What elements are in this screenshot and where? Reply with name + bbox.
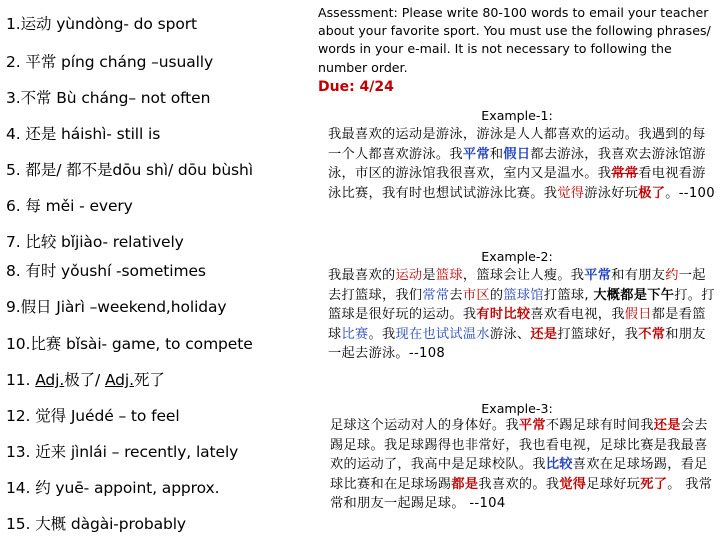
vocab-pinyin: Jiàrì –weekend,holiday [51,298,227,316]
highlighted-phrase: 运动 [395,268,423,283]
highlighted-phrase: 假日 [503,146,531,162]
vocab-item-13 [6,442,238,462]
example-text: 不踢足球有时间我 [545,418,654,433]
vocab-number: 3. [6,89,21,107]
example-text: 游泳好玩 [584,185,639,201]
vocab-pinyin: Bù cháng– not often [51,89,211,107]
vocab-item-5 [6,160,253,180]
example-text: 是 [422,268,436,283]
vocab-hanzi: 觉得 [35,407,66,425]
vocab-hanzi: 大概 [35,515,66,533]
vocab-number: 12. [6,407,36,425]
vocab-hanzi: 都是/ 都不是 [25,161,113,179]
highlighted-phrase: 平常 [462,146,490,162]
highlighted-phrase: 篮球 [435,268,463,283]
example-text: 我最喜欢的 [328,268,396,283]
highlighted-phrase: 比赛 [341,326,369,342]
example-text: 。--100 [665,185,715,201]
due-date: Due: 4/24 [318,78,394,95]
vocab-hanzi: 极了/ [64,371,105,389]
example-text: 会去踢足球。我足球踢得也非常好，我也看电视，足球比赛是我最喜欢的运动了，我高中是足球校队。我 [330,418,708,473]
example-text: 我喜欢的。我 [478,476,560,492]
vocab-hanzi: 平常 [25,53,57,71]
example-2-title: Example-2: [481,249,553,264]
vocab-item-11 [6,370,165,390]
example-text: 都去游泳，我喜欢去游泳馆游泳，市区的游泳馆我很喜欢，室内又是温水。我 [328,146,706,182]
highlighted-phrase: 约 [665,268,679,283]
vocab-adj-placeholder: Adj. [35,371,65,389]
vocab-item-14 [6,478,219,498]
highlighted-phrase: 平常 [584,268,612,283]
example-text: 我最喜欢的运动是游泳，游泳是人人都喜欢的运动。我遇到的每一个人都喜欢游泳。我 [328,127,706,162]
vocab-item-7 [6,232,184,252]
vocab-hanzi: 还是 [25,125,57,143]
vocab-pinyin: jìnlái – recently, lately [66,443,239,461]
vocab-hanzi: 约 [35,479,51,497]
highlighted-phrase: 平常 [518,418,546,433]
example-text: 的 [489,287,504,303]
vocab-item-6 [6,196,133,216]
example-text: 。我 [368,326,396,342]
vocab-pinyin: yuē- appoint, approx. [50,479,220,497]
vocab-pinyin: Juédé – to feel [66,407,180,425]
assessment-panel [318,4,716,512]
vocab-hanzi: 不常 [20,89,52,107]
highlighted-phrase: 极了 [638,185,666,201]
vocab-item-2 [6,52,213,72]
vocab-pinyin: píng cháng –usually [56,53,214,71]
vocab-number: 11. [6,371,36,389]
vocab-pinyin: měi - every [40,197,133,215]
vocab-number: 2. [6,53,26,71]
example-text: 看电视看游泳比赛，我有时也想试试游泳比赛。我 [328,166,706,201]
highlighted-phrase: 都是 [451,476,479,492]
example-1-body [328,125,716,203]
vocab-hanzi: 死了 [133,371,165,389]
vocab-pinyin: bǐjiào- relatively [56,233,184,251]
highlighted-phrase: 比较 [545,457,573,473]
example-text: 游泳、 [489,326,531,342]
vocab-item-9 [6,297,227,317]
highlighted-phrase: 现在也试试温水 [395,326,490,342]
highlighted-phrase: 觉得 [557,185,585,201]
vocab-number: 9. [6,298,21,316]
vocab-number: 8. [6,262,26,280]
vocab-hanzi: 比较 [25,233,57,251]
highlighted-phrase: 常常 [422,287,450,303]
vocab-pinyin: háishì- still is [56,125,161,143]
vocab-item-1 [6,14,197,34]
vocab-number: 10. [6,335,31,353]
example-text: 一起去打篮球，我们 [328,268,706,303]
vocab-number: 4. [6,125,26,143]
vocab-number: 15. [6,515,36,533]
example-text: 喜欢在足球场踢，看足球比赛和在足球场踢 [330,457,708,492]
example-text: 足球这个运动对人的身体好。我 [330,418,519,433]
highlighted-phrase: 觉得 [559,476,587,492]
vocab-item-8 [6,261,206,281]
example-text: 足球好玩 [586,476,641,492]
vocab-hanzi: 每 [25,197,41,215]
vocab-adj-placeholder: Adj. [104,371,134,389]
example-text: 去 [449,287,463,303]
highlighted-phrase: 还是 [653,418,681,433]
example-text: 喜欢看电视，我 [530,307,625,323]
vocab-item-3 [6,88,210,108]
vocab-number: 13. [6,443,36,461]
highlighted-phrase: 假日 [624,307,652,323]
vocab-pinyin: bǐsài- game, to compete [61,335,253,353]
example-text: 打篮球好，我 [557,326,639,342]
example-text: 。 我常常和朋友一起踢足球。 --104 [330,476,713,512]
highlighted-phrase: 死了 [640,476,668,492]
highlighted-phrase: 不常 [638,326,666,342]
example-text: 打。打篮球是很好玩的运动。我 [328,287,715,323]
vocab-hanzi: 运动 [20,15,52,33]
example-text: 都是看篮球 [328,307,706,342]
vocab-hanzi: 近来 [35,443,66,461]
vocab-item-10 [6,334,253,354]
vocab-pinyin: dàgài-probably [66,515,187,533]
highlighted-phrase: 常常 [611,166,639,182]
example-1-title: Example-1: [481,108,553,123]
vocab-item-15 [6,514,186,534]
vocab-pinyin: yǒushí -sometimes [56,262,206,280]
highlighted-phrase: 篮球馆 [503,287,544,303]
vocab-pinyin: dōu shì/ dōu bùshì [112,161,253,179]
example-2-body [328,266,716,364]
vocab-pinyin: yùndòng- do sport [51,15,197,33]
vocab-hanzi: 有时 [25,262,57,280]
vocab-item-4 [6,124,160,144]
vocab-number: 1. [6,15,21,33]
vocab-number: 14. [6,479,36,497]
vocab-number: 5. [6,161,26,179]
vocab-item-12 [6,406,180,426]
highlighted-phrase: 大概都是下午 [593,287,675,303]
example-text: 打篮球, [543,287,594,303]
highlighted-phrase: 还是 [530,326,558,342]
vocab-hanzi: 假日 [20,298,52,316]
vocab-hanzi: 比赛 [30,335,62,353]
example-text: 和有朋友 [611,268,666,283]
highlighted-phrase: 市区 [462,287,490,303]
highlighted-phrase: 有时比较 [476,307,531,323]
assessment-instructions: Assessment: Please write 80-100 words to email your teacher about your favorite sport. You must use the following phrases/ words in your e-mail. It is not necessary to following the number order. [318,5,711,75]
vocab-number: 7. [6,233,26,251]
vocab-number: 6. [6,197,26,215]
example-3-title: Example-3: [481,401,553,416]
example-3-body [330,416,714,514]
example-text: 和朋友一起去游泳。--108 [328,326,706,362]
example-text: ，篮球会让人瘦。我 [462,268,585,283]
example-text: 和 [489,146,504,162]
